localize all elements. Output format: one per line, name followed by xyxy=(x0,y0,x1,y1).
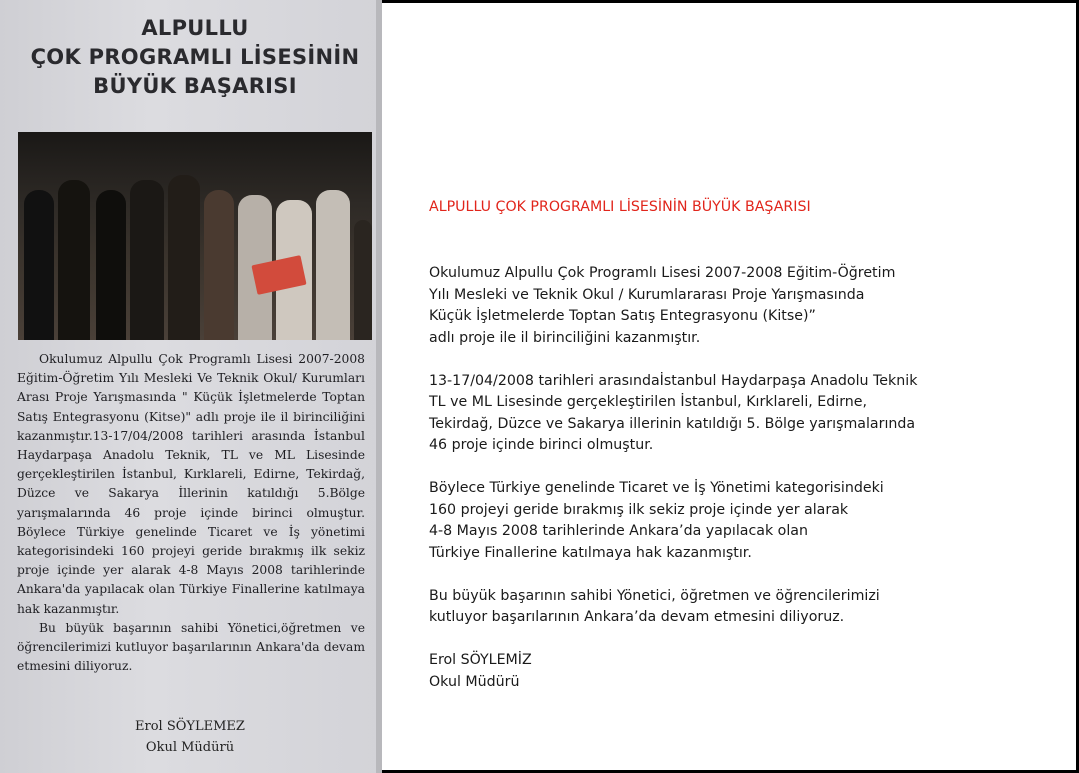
article-line: 13-17/04/2008 tarihleri arasındaİstanbul Haydarpaşa Anadolu Teknik xyxy=(429,372,918,389)
article-panel xyxy=(382,3,1076,770)
signature-title: Okul Müdürü xyxy=(145,740,235,755)
article-line: Okulumuz Alpullu Çok Programlı Lisesi 2007-2008 Eğitim-Öğretim xyxy=(429,265,896,281)
headline-line: ALPULLU xyxy=(141,16,249,40)
headline-line: ÇOK PROGRAMLI LİSESİNİN xyxy=(30,45,360,69)
article-line: Yılı Mesleki ve Teknik Okul / Kurumlararası Proje Yarışmasında xyxy=(429,286,865,303)
article-paragraph xyxy=(429,263,1029,349)
article-line: Erol SÖYLEMİZ xyxy=(429,652,532,668)
clipping-paragraph: Okulumuz Alpullu Çok Programlı Lisesi 2007-2008 Eğitim-Öğretim Yılı Mesleki Ve Teknik Okul/ Kurumları Arası Proje Yarışmasında " Küçük İşletmelerde Toptan Satış Entegrasyonu (Kitse)" adlı proje ile il birinciliğini kazanmıştır.13-17/04/2008 tarihleri arasında İstanbul Haydarpaşa Anadolu Teknik, TL ve ML Lisesinde gerçekleştirilen İstanbul, Kırklareli, Edirne, Tekirdağ, Düzce ve Sakarya İllerinin katıldığı 5.Bölge yarışmalarında 46 proje içinde birinci olmuştur. Böylece Türkiye genelinde Ticaret ve İş yönetimi kategorisindeki 160 projeyi geride bırakmış ilk sekiz proje içinde yer alarak 4-8 Mayıs 2008 tarihlerinde Ankara'da yapılacak olan Türkiye Finallerine katılmaya hak kazanmıştır. xyxy=(17,352,365,616)
article-body xyxy=(429,263,1029,715)
article-line: 4-8 Mayıs 2008 tarihlerinde Ankara’da yapılacak olan xyxy=(429,523,808,539)
article-line: 46 proje içinde birinci olmuştur. xyxy=(429,437,654,453)
award-ceremony-photo xyxy=(18,132,372,340)
article-line: Okul Müdürü xyxy=(429,673,520,690)
article-signature xyxy=(429,650,1029,693)
clipping-body xyxy=(17,350,365,676)
article-line: TL ve ML Lisesinde gerçekleştirilen İstanbul, Kırklareli, Edirne, xyxy=(429,394,868,410)
article-paragraph xyxy=(429,586,1029,629)
article-line: adlı proje ile il birinciliğini kazanmıştır. xyxy=(429,329,701,346)
article-line: Böylece Türkiye genelinde Ticaret ve İş Yönetimi kategorisindeki xyxy=(429,480,884,496)
article-paragraph xyxy=(429,478,1029,564)
clipping-signature xyxy=(20,716,360,758)
article-line: Türkiye Finallerine katılmaya hak kazanmıştır. xyxy=(429,544,752,561)
article-line: Küçük İşletmelerde Toptan Satış Entegrasyonu (Kitse)” xyxy=(429,308,816,324)
article-title: ALPULLU ÇOK PROGRAMLI LİSESİNİN BÜYÜK BAŞARISI xyxy=(429,199,811,215)
article-line: Tekirdağ, Düzce ve Sakarya illerinin katıldığı 5. Bölge yarışmalarında xyxy=(429,415,916,432)
headline-line: BÜYÜK BAŞARISI xyxy=(93,74,297,98)
signature-name: Erol SÖYLEMEZ xyxy=(135,719,245,734)
newspaper-clipping xyxy=(0,0,380,773)
clipping-paragraph: Bu büyük başarının sahibi Yönetici,öğretmen ve öğrencilerimizi kutluyor başarılarının Ankara'da devam etmesini diliyoruz. xyxy=(17,620,365,674)
clipping-headline xyxy=(20,14,370,101)
article-line: kutluyor başarılarının Ankara’da devam etmesini diliyoruz. xyxy=(429,609,845,625)
article-paragraph xyxy=(429,371,1029,457)
article-line: Bu büyük başarının sahibi Yönetici, öğretmen ve öğrencilerimizi xyxy=(429,587,880,604)
article-line: 160 projeyi geride bırakmış ilk sekiz proje içinde yer alarak xyxy=(429,501,849,518)
